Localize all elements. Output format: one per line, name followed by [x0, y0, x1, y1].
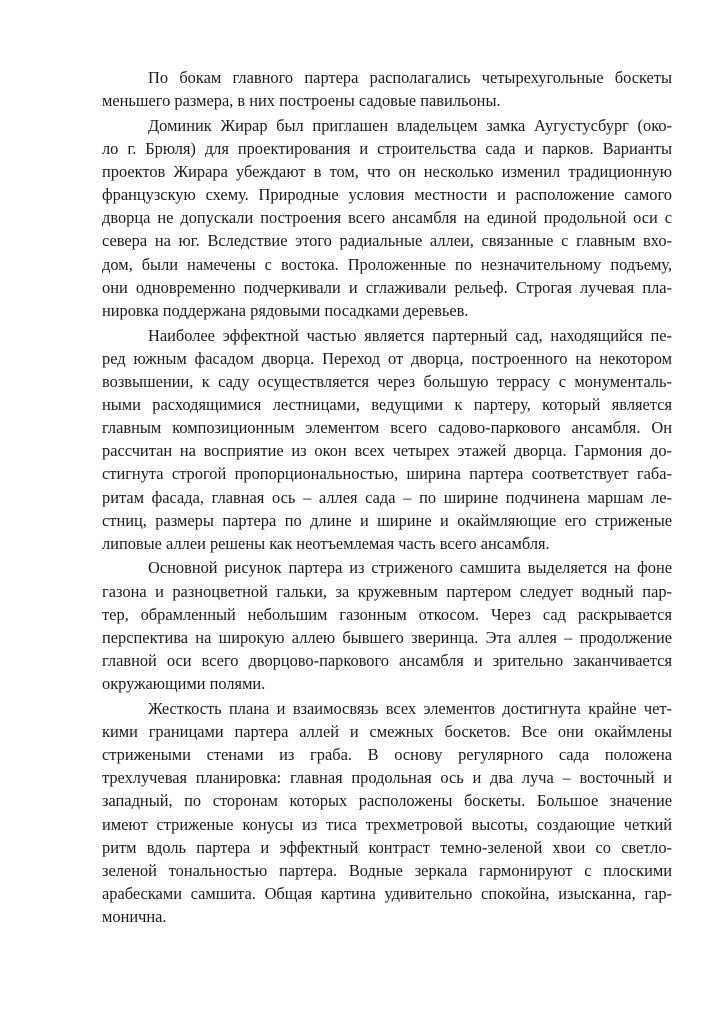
text-line: главной оси всего дворцово-паркового ансамбля и зрительно заканчивается: [102, 651, 672, 671]
text-line: главным композиционным элементом всего садово-паркового ансамбля. Он: [102, 418, 672, 438]
text-line: проектов Жирара убеждают в том, что он несколько изменил традиционную: [102, 162, 672, 182]
text-line: тер, обрамленный небольшим газонным откосом. Через сад раскрывается: [102, 604, 672, 624]
text-line: перспектива на широкую аллею бывшего зверинца. Эта аллея – продолжение: [102, 627, 672, 647]
text-line: ритм вдоль партера и эффектный контраст темно-зеленой хвои со светло-: [102, 837, 672, 857]
text-line: окружающими полями.: [102, 674, 266, 694]
paragraph-1: [102, 66, 672, 112]
text-line: газона и разноцветной гальки, за кружевным партером следует водный пар-: [102, 581, 672, 601]
paragraph-4: [102, 556, 672, 695]
text-line: ред южным фасадом дворца. Переход от дворца, построенного на некотором: [102, 348, 672, 368]
text-line: кими границами партера аллей и смежных боскетов. Все они окаймлены: [102, 721, 672, 741]
text-line: дом, были намечены с востока. Проложенные по незначительному подъему,: [102, 254, 672, 274]
text-line: нировка поддержана рядовыми посадками деревьев.: [102, 300, 469, 320]
paragraph-2: [102, 114, 672, 322]
text-line: зеленой тональностью партера. Водные зеркала гармонируют с плоскими: [102, 860, 672, 880]
text-line: французскую схему. Природные условия местности и расположение самого: [102, 185, 672, 205]
text-line: липовые аллеи решены как неотъемлемая часть всего ансамбля.: [102, 533, 550, 553]
text-line: По бокам главного партера располагались четырехугольные боскеты: [148, 68, 672, 87]
text-line: стниц, размеры партера по длине и ширине и окаймляющие его стриженые: [102, 510, 672, 530]
text-line: монична.: [102, 907, 167, 927]
text-line: стигнута строгой пропорциональностью, ширина партера соответствует габа-: [102, 464, 672, 484]
text-line: они одновременно подчеркивали и сглаживали рельеф. Строгая лучевая пла-: [102, 277, 672, 297]
text-line: западный, по сторонам которых расположены боскеты. Большое значение: [102, 791, 672, 811]
text-line: ритам фасада, главная ось – аллея сада – по ширине подчинена маршам ле-: [102, 487, 672, 507]
text-line: трехлучевая планировка: главная продольная ось и два луча – восточный и: [102, 768, 672, 788]
text-line: имеют стриженые конусы из тиса трехметровой высоты, создающие четкий: [102, 814, 672, 834]
document-page: [102, 66, 672, 928]
text-line: ными расходящимися лестницами, ведущими к партеру, который является: [102, 394, 672, 414]
text-line: севера на юг. Вследствие этого радиальные аллеи, связанные с главным вхо-: [102, 231, 672, 251]
text-line: стрижеными стенами из граба. В основу регулярного сада положена: [102, 745, 672, 765]
text-line: Доминик Жирар был приглашен владельцем замка Аугустусбург (око-: [148, 115, 672, 135]
text-line: возвышении, к саду осуществляется через большую террасу с монументаль-: [102, 371, 672, 391]
text-line: Жесткость плана и взаимосвязь всех элементов достигнута крайне чет-: [148, 698, 672, 718]
text-line: дворца не допускали построения всего ансамбля на единой продольной оси с: [102, 208, 672, 228]
text-line: рассчитан на восприятие из окон всех четырех этажей дворца. Гармония до-: [102, 441, 672, 461]
text-line: Основной рисунок партера из стриженого самшита выделяется на фоне: [148, 558, 672, 578]
text-line: арабесками самшита. Общая картина удивительно спокойна, изысканна, гар-: [102, 883, 672, 903]
text-line: ло г. Брюля) для проектирования и строительства сада и парков. Варианты: [102, 138, 672, 158]
text-line: Наиболее эффектной частью является партерный сад, находящийся пе-: [148, 325, 672, 345]
paragraph-3: [102, 324, 672, 555]
paragraph-5: [102, 697, 672, 928]
text-line: меньшего размера, в них построены садовые павильоны.: [102, 91, 501, 111]
